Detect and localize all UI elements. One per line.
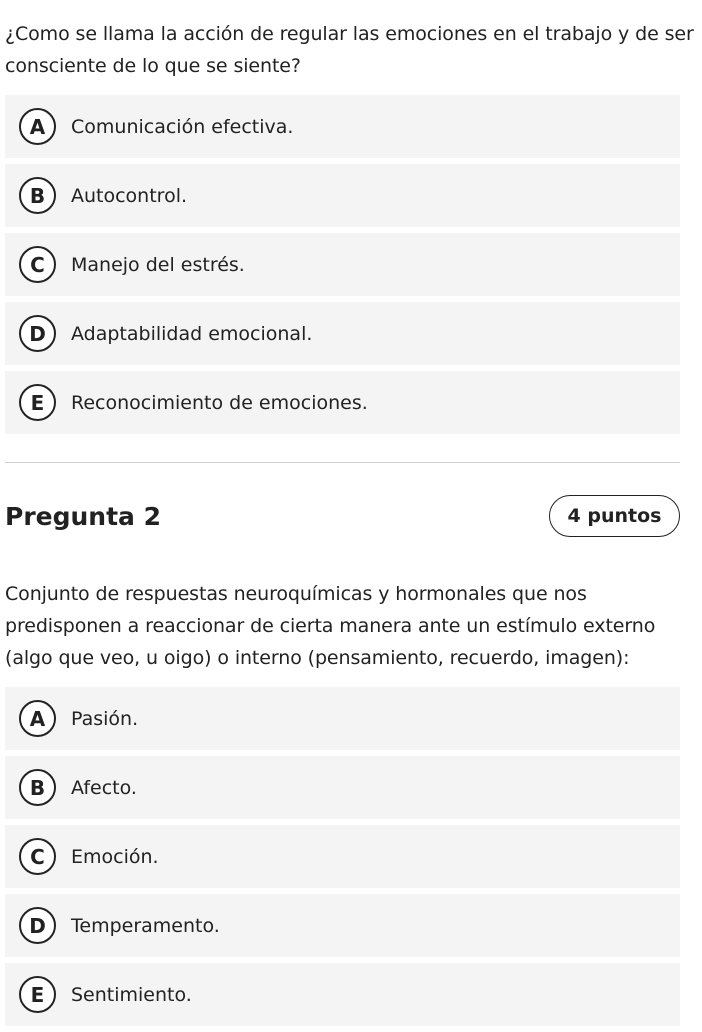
option-label: Adaptabilidad emocional. — [71, 322, 313, 345]
question-2-header — [5, 494, 680, 538]
option-label: Emoción. — [71, 845, 159, 868]
option-label: Reconocimiento de emociones. — [71, 391, 368, 414]
option-d[interactable] — [5, 894, 680, 957]
option-label: Autocontrol. — [71, 184, 188, 207]
points-badge: 4 puntos — [549, 495, 680, 537]
option-label: Comunicación efectiva. — [71, 115, 294, 138]
option-letter-badge: C — [19, 246, 56, 283]
option-letter-badge: D — [19, 907, 56, 944]
option-label: Sentimiento. — [71, 983, 192, 1006]
option-d[interactable] — [5, 302, 680, 365]
option-c[interactable] — [5, 233, 680, 296]
option-letter-badge: E — [19, 976, 56, 1013]
option-letter-badge: D — [19, 315, 56, 352]
question-title: Pregunta 2 — [5, 501, 162, 531]
option-letter-badge: A — [19, 108, 56, 145]
option-b[interactable] — [5, 164, 680, 227]
option-e[interactable] — [5, 963, 680, 1026]
option-letter-badge: E — [19, 384, 56, 421]
option-letter-badge: A — [19, 700, 56, 737]
option-label: Temperamento. — [71, 914, 220, 937]
option-c[interactable] — [5, 825, 680, 888]
option-a[interactable] — [5, 687, 680, 750]
option-letter-badge: B — [19, 177, 56, 214]
question-divider — [5, 462, 680, 463]
option-letter-badge: B — [19, 769, 56, 806]
option-e[interactable] — [5, 371, 680, 434]
option-label: Afecto. — [71, 776, 137, 799]
option-a[interactable] — [5, 95, 680, 158]
question-2-text: Conjunto de respuestas neuroquímicas y hormonales que nos predisponen a reaccionar de cierta manera ante un estímulo externo (algo que veo, u oigo) o interno (pensamiento, recuerdo, imagen): — [5, 583, 656, 669]
option-b[interactable] — [5, 756, 680, 819]
question-1-options — [5, 95, 680, 440]
option-label: Manejo del estrés. — [71, 253, 245, 276]
question-1-text: ¿Como se llama la acción de regular las emociones en el trabajo y de ser consciente de lo que se siente? — [5, 23, 694, 77]
question-2-options — [5, 687, 680, 1032]
option-label: Pasión. — [71, 707, 139, 730]
option-letter-badge: C — [19, 838, 56, 875]
